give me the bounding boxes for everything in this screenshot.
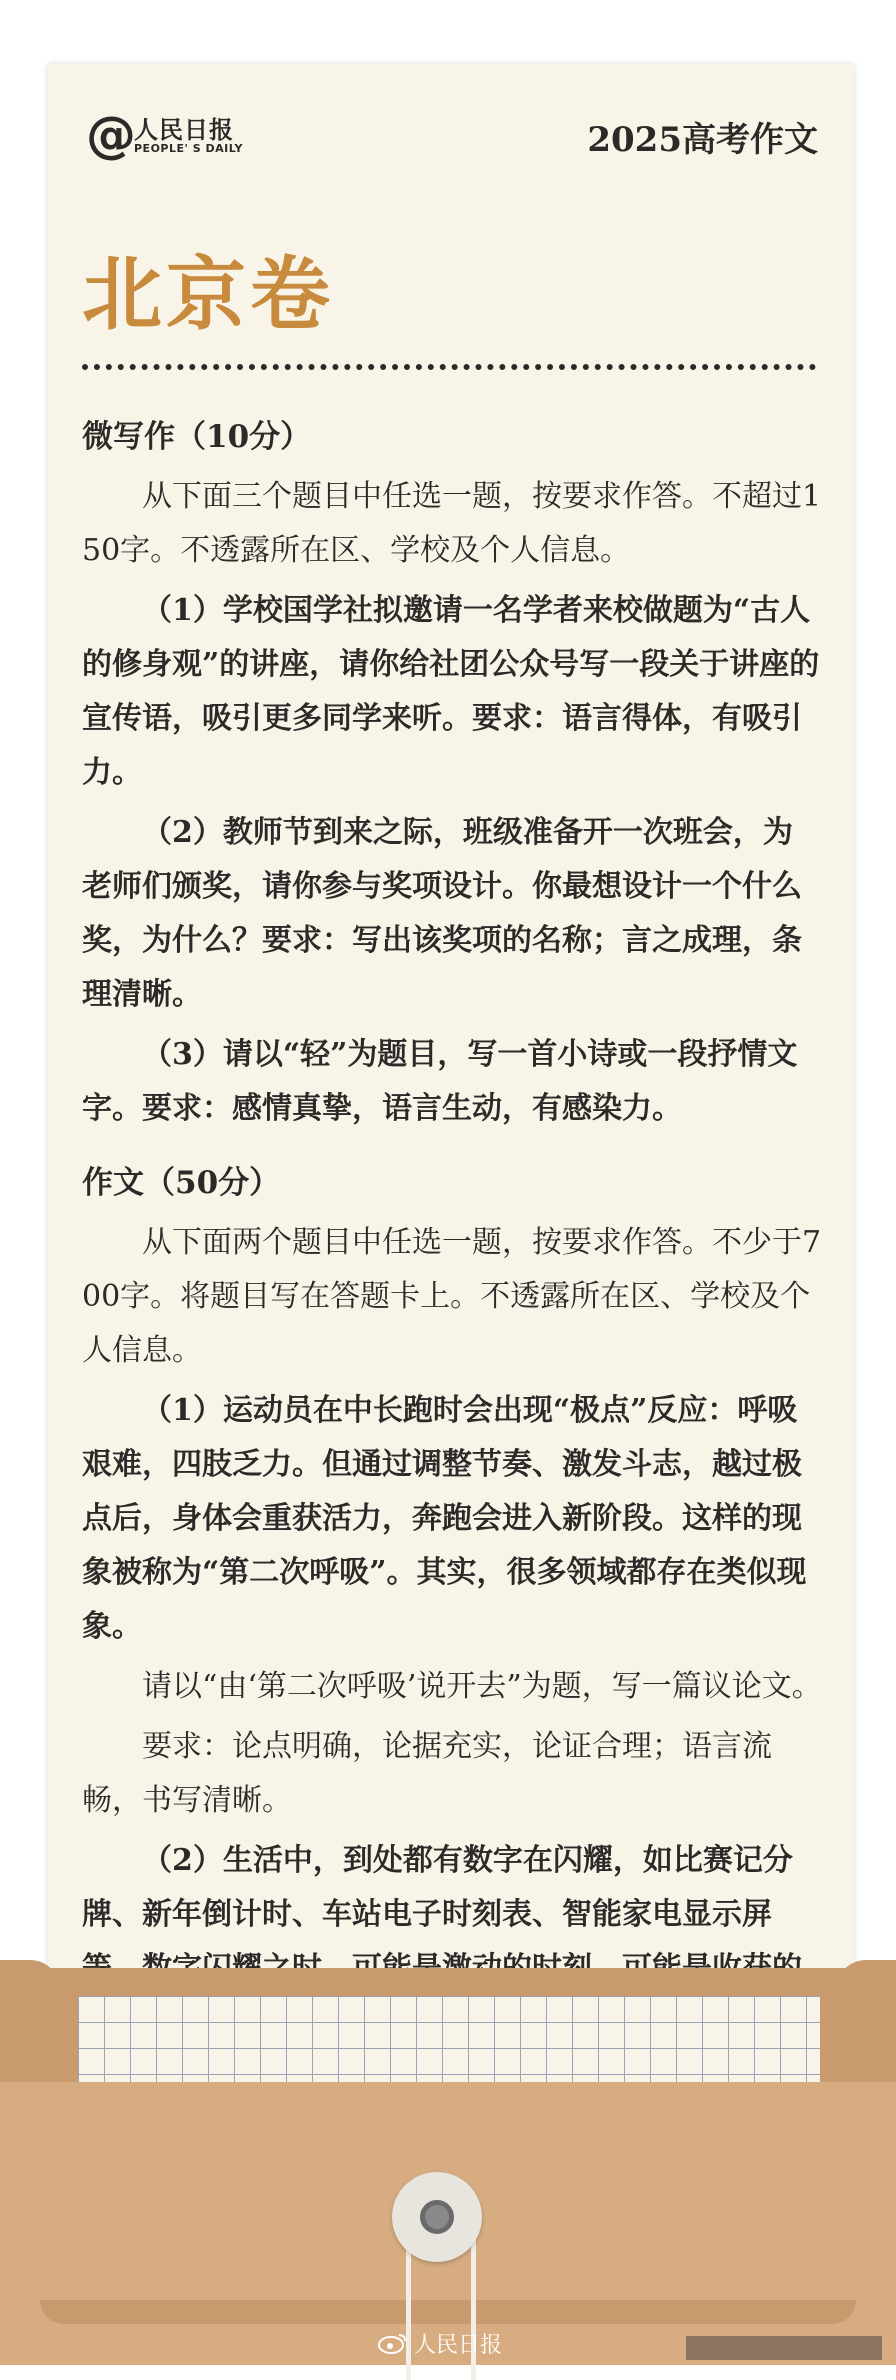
envelope-flap-left [0,1960,60,2080]
weibo-watermark [378,2328,502,2358]
paragraph-option-1: （1）学校国学社拟邀请一名学者来校做题为“古人的修身观”的讲座，请你给社团公众号写一段关于讲座的宣传语，吸引更多同学来听。要求：语言得体，有吸引力。 [82,593,820,790]
content-body [82,410,822,2224]
paragraph-option-2: （2）生活中，到处都有数字在闪耀，如比赛记分牌、新年倒计时、车站电子时刻表、智能家电显示屏 [82,1843,793,1932]
bottom-strip [686,2336,882,2360]
logo-chinese-name: 人民日报 [134,116,234,144]
paragraph-option-3: （3）请以“轻”为题目，写一首小诗或一段抒情文字。要求：感情真挚，语言生动，有感染力。 [82,1037,798,1126]
dotted-divider [82,364,816,370]
logo-english-name: PEOPLE' S DAILY [134,142,243,155]
paragraph: 请以“由‘第二次呼吸’说开去”为题，写一篇议论文。 [142,1669,822,1704]
section-micro-writing [82,410,822,1136]
peoples-daily-logo [86,108,306,168]
logo-at-symbol: @ [86,106,136,164]
exam-tag: 2025高考作文 [587,120,818,160]
weibo-icon [378,2332,408,2354]
section-title: 作文（50分） [82,1165,281,1201]
page-title: 北京卷 [82,247,334,341]
section-title: 微写作（10分） [82,419,312,455]
paragraph-option-1: （1）运动员在中长跑时会出现“极点”反应：呼吸艰难，四肢乏力。但通过调整节奏、激发斗志，越过极点后，身体会重获活力，奔跑会进入新阶段。这样的现象被称为“第二次呼吸”。其实，很多领域都存在类似现象。 [82,1393,807,1644]
essay-card [48,64,854,2084]
envelope-flap-right [836,1960,896,2080]
paragraph: 从下面两个题目中任选一题，按要求作答。不少于700字。将题目写在答题卡上。不透露所在区、学校及个人信息。 [82,1225,822,1368]
envelope-button-center [420,2200,454,2234]
paragraph-option-2: （2）教师节到来之际，班级准备开一次班会，为老师们颁奖，请你参与奖项设计。你最想设计一个什么奖，为什么？要求：写出该奖项的名称；言之成理，条理清晰。 [82,815,802,1012]
paragraph: 从下面三个题目中任选一题，按要求作答。不超过150字。不透露所在区、学校及个人信息。 [82,479,822,568]
paragraph: 要求：论点明确，论据充实，论证合理；语言流畅，书写清晰。 [82,1729,772,1818]
watermark-text: 人民日报 [414,2332,503,2358]
